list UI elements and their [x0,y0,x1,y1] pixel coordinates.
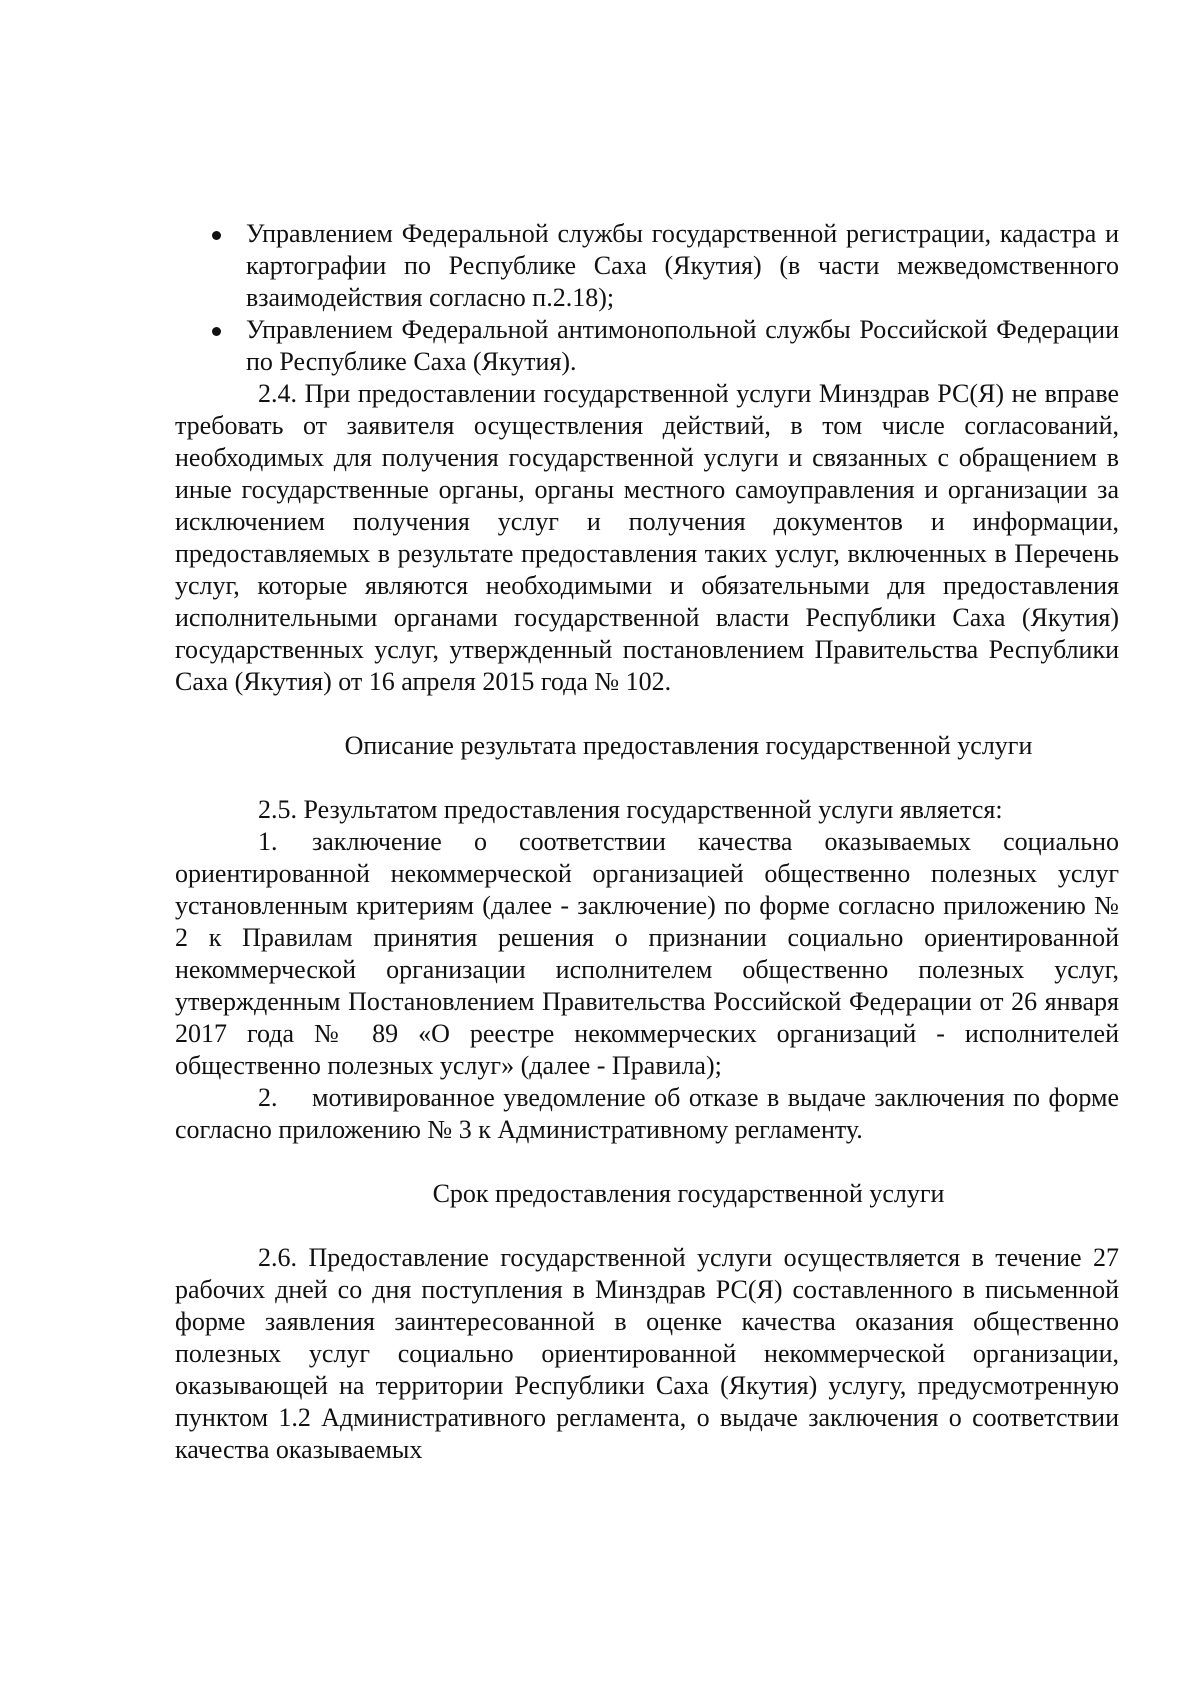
bullet-text: Управлением Федеральной антимонопольной службы Российской Федерации по Республике Саха (Якутия). [246,315,1119,376]
paragraph-2-4: 2.4. При предоставлении государственной услуги Минздрав РС(Я) не вправе требовать от заявителя осуществления действий, в том числе согласований, необходимых для получения государственной услуги и связанных с обращением в иные государственные органы, органы местного самоуправления и организации за исключением получения услуг и получения документов и информации, предоставляемых в результате предоставления таких услуг, включенных в Перечень услуг, которые являются необходимыми и обязательными для предоставления исполнительными органами государственной власти Республики Саха (Якутия) государственных услуг, утвержденный постановлением Правительства Республики Саха (Якутия) от 16 апреля 2015 года № 102. [175,379,1119,696]
bullet-list [175,218,1119,378]
heading-service-term: Срок предоставления государственной услуги [432,1179,945,1208]
bullet-item [175,314,1119,378]
paragraph-2-5: 2.5. Результатом предоставления государственной услуги является: [258,795,1003,824]
bullet-icon [212,327,221,336]
result-item-text: мотивированное уведомление об отказе в выдаче заключения по форме согласно приложению № 3 к Административному регламенту. [175,1083,1119,1144]
result-item [175,1082,1119,1146]
result-item-text: заключение о соответствии качества оказываемых социально ориентированной некоммерческой организацией общественно полезных услуг установленным критериям (далее - заключение) по форме согласно приложению № 2 к Правилам принятия решения о признании социально ориентированной некоммерческой организации исполнителем общественно полезных услуг, утвержденным Постановлением Правительства Российской Федерации от 26 января 2017 года № 89 «О реестре некоммерческих организаций - исполнителей общественно полезных услуг» (далее - Правила); [175,827,1119,1080]
bullet-item [175,218,1119,314]
document-body [175,218,1119,1466]
bullet-icon [212,231,221,240]
result-item-number: 2. [258,1083,278,1112]
bullet-text: Управлением Федеральной службы государственной регистрации, кадастра и картографии по Республике Саха (Якутия) (в части межведомственного взаимодействия согласно п.2.18); [246,219,1119,312]
result-item [175,826,1119,1082]
result-item-number: 1. [258,827,278,856]
heading-result-description: Описание результата предоставления государственной услуги [344,731,1033,760]
paragraph-2-6: 2.6. Предоставление государственной услуги осуществляется в течение 27 рабочих дней со дня поступления в Минздрав РС(Я) составленного в письменной форме заявления заинтересованной в оценке качества оказания общественно полезных услуг социально ориентированной некоммерческой организации, оказывающей на территории Республики Саха (Якутия) услугу, предусмотренную пунктом 1.2 Административного регламента, о выдаче заключения о соответствии качества оказываемых [175,1243,1119,1464]
